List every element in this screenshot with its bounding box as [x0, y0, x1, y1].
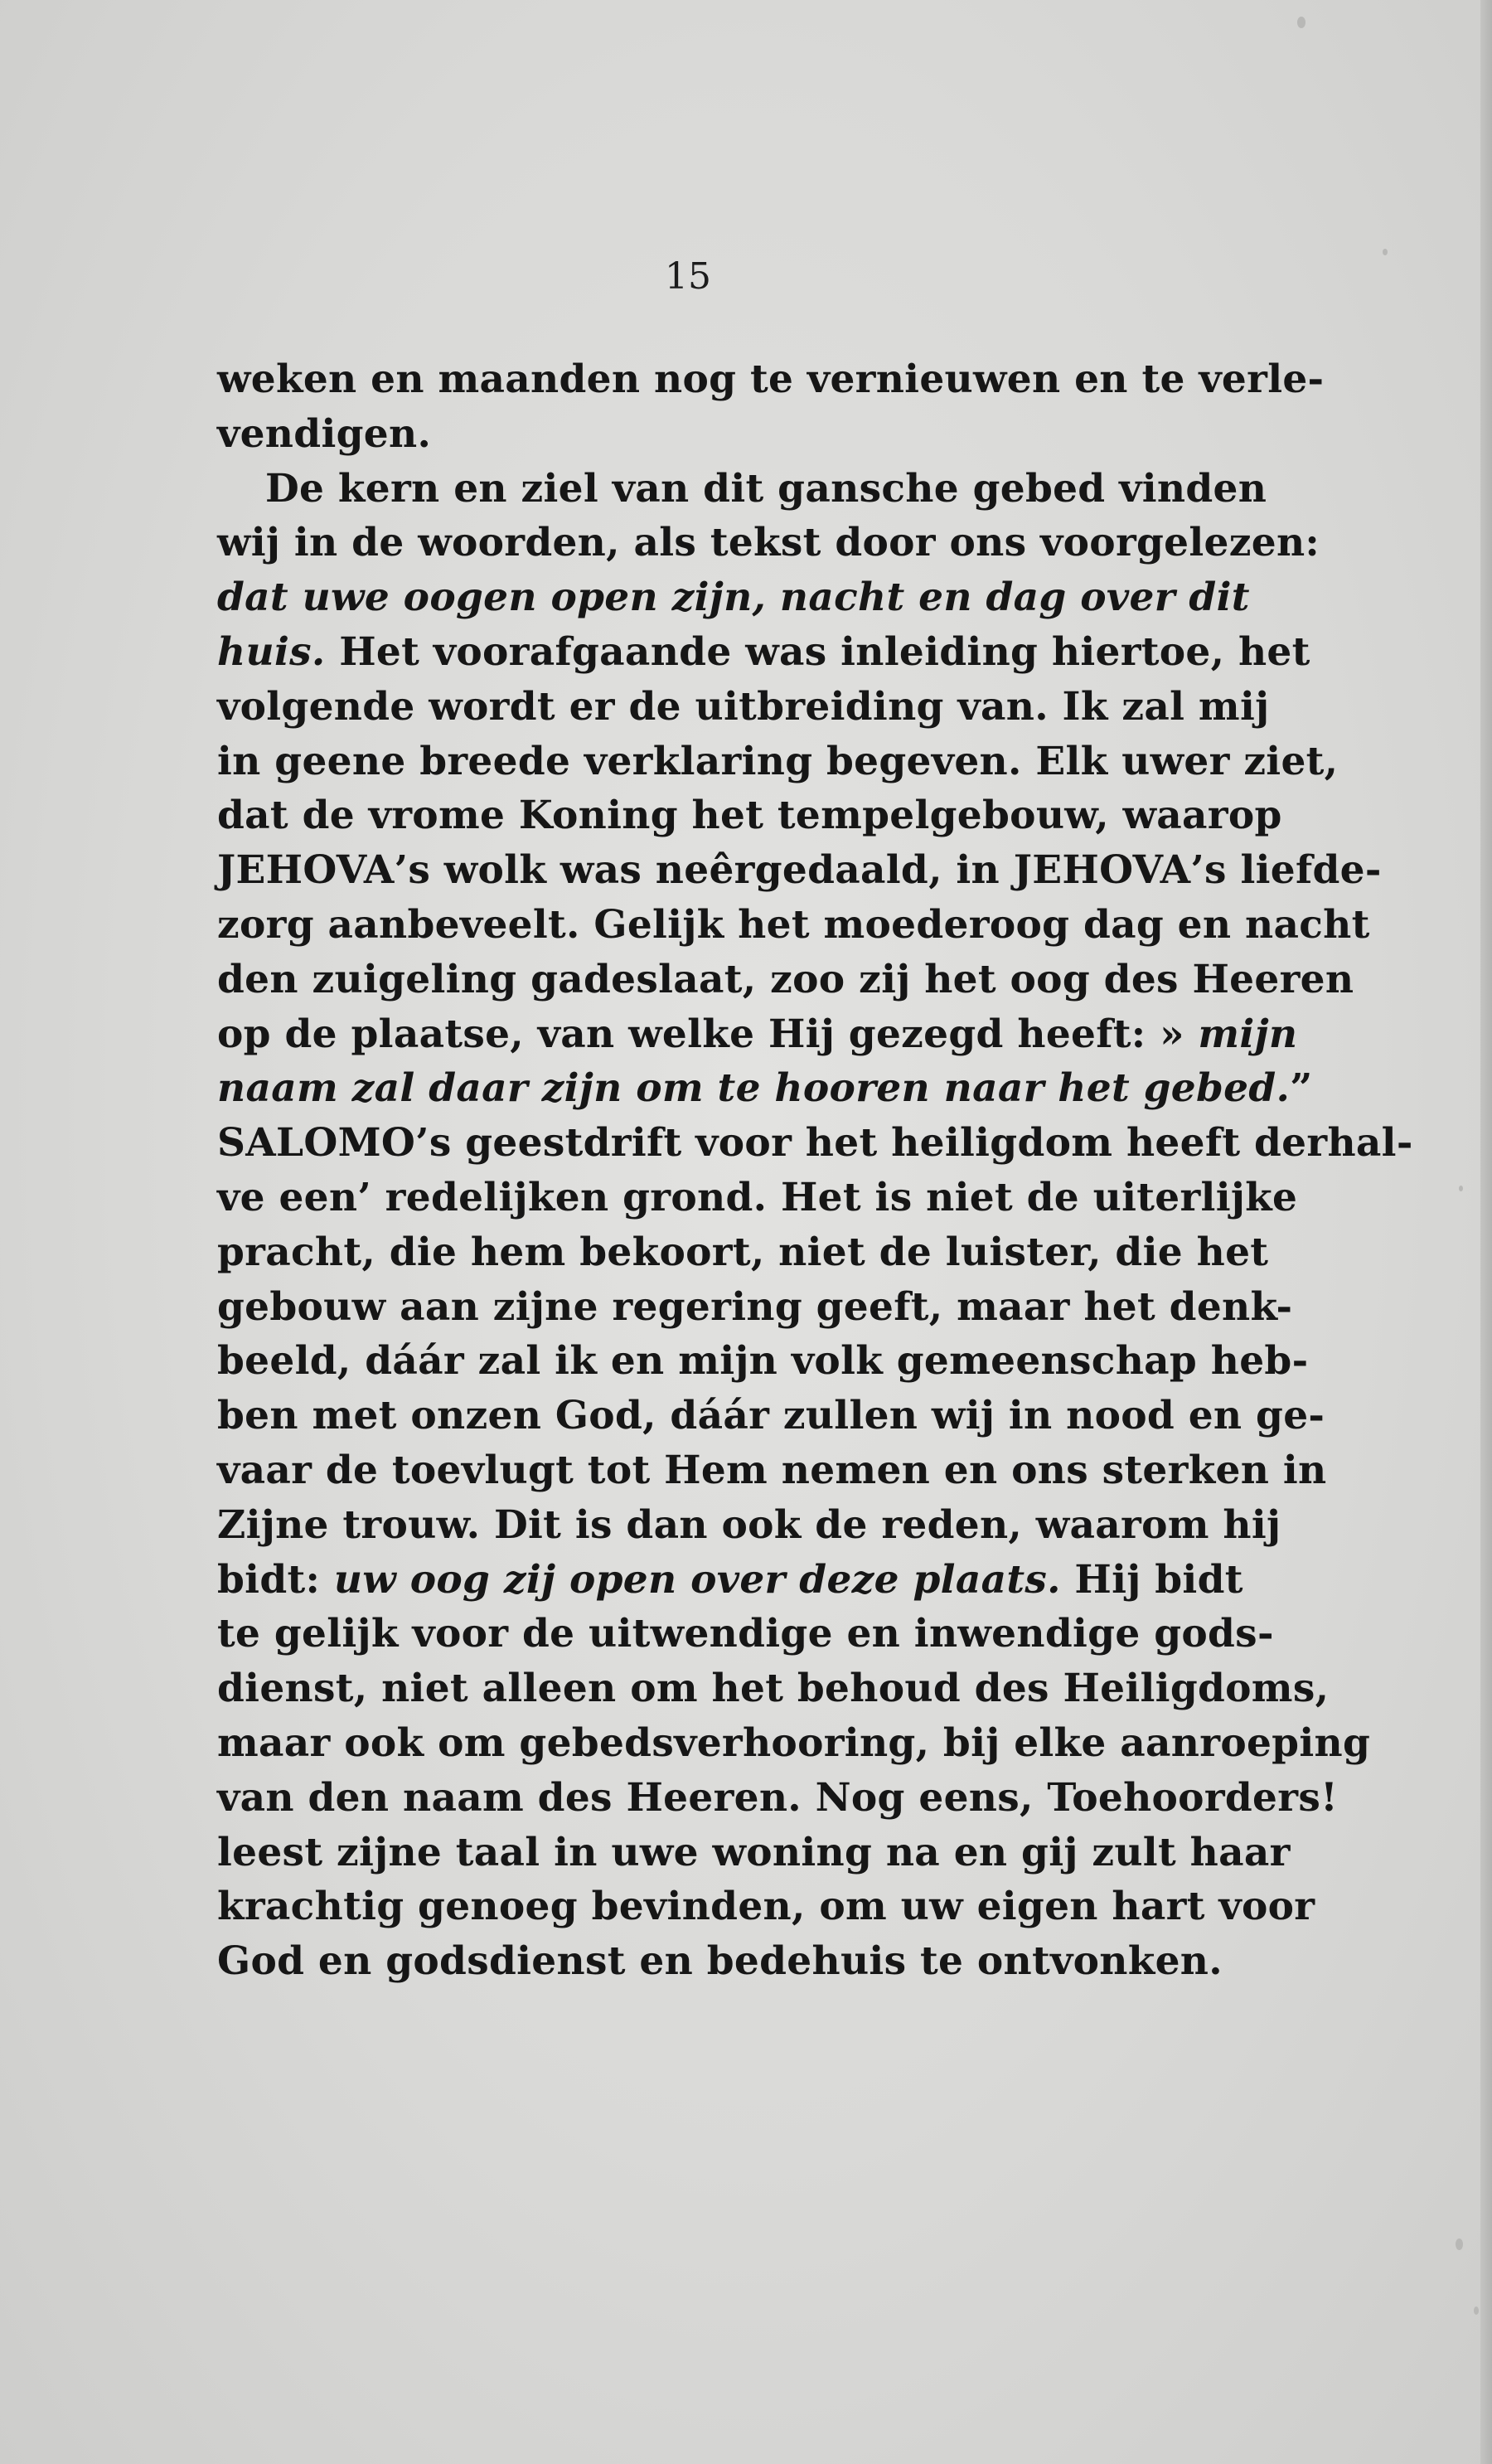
italic-quote: naam zal daar zijn om te hooren naar het gebed. — [217, 1065, 1291, 1112]
text-run: Hij bidt — [1060, 1556, 1243, 1603]
text-line — [217, 898, 1370, 953]
text-line — [217, 1498, 1281, 1553]
text-run: De kern en ziel van dit gansche gebed vinden — [265, 465, 1267, 512]
text-line — [217, 1171, 1298, 1225]
text-line — [217, 1553, 1243, 1608]
text-run: maar ook om gebedsverhooring, bij elke aanroeping — [217, 1719, 1371, 1766]
paper-speck — [1383, 249, 1388, 255]
page-edge-shadow — [1480, 0, 1492, 2464]
text-line — [217, 1116, 1413, 1171]
text-run: beeld, dáár zal ik en mijn volk gemeenschap heb- — [217, 1338, 1309, 1385]
text-line — [217, 735, 1339, 789]
text-run: volgende wordt er de uitbreiding van. Ik zal mij — [217, 683, 1270, 730]
text-line — [217, 1443, 1327, 1498]
text-run: ’s wolk was neêrgedaald, in — [394, 847, 1014, 894]
text-run: zorg aanbeveelt. Gelijk het moederoog dag en nacht — [217, 901, 1370, 948]
text-run: vendigen. — [217, 410, 432, 457]
text-run: Zijne trouw. Dit is dan ook de reden, waarom hij — [217, 1501, 1281, 1548]
text-line — [217, 352, 1325, 407]
text-run: dat de vrome Koning het tempelgebouw, waarop — [217, 793, 1282, 839]
text-line — [217, 1716, 1371, 1771]
text-run: den zuigeling gadeslaat, zoo zij het oog des Heeren — [217, 956, 1354, 1002]
text-run: pracht, die hem bekoort, niet de luister, die het — [217, 1229, 1269, 1275]
text-run: op de plaatse, van welke Hij gezegd heeft: » — [217, 1011, 1199, 1057]
text-line — [217, 843, 1382, 898]
text-run: dienst, niet alleen om het behoud des Heiligdoms, — [217, 1666, 1330, 1712]
paper-speck — [1297, 17, 1306, 28]
paper-speck — [1459, 1186, 1463, 1191]
paper-speck — [1474, 2306, 1479, 2315]
text-run: gebouw aan zijne regering geeft, maar het denk- — [217, 1283, 1293, 1330]
text-run: Het voorafgaande was inleiding hiertoe, het — [325, 628, 1310, 675]
text-line — [217, 1826, 1291, 1880]
text-run: ben met onzen God, dáár zullen wij in nood en ge- — [217, 1393, 1325, 1439]
text-run: ve een’ redelijken grond. Het is niet de uiterlijke — [217, 1174, 1298, 1220]
text-line — [217, 1661, 1330, 1716]
small-caps-name: JEHOVA — [217, 847, 395, 894]
text-line — [217, 1280, 1293, 1335]
text-line — [217, 1771, 1339, 1826]
text-line — [217, 407, 1170, 462]
text-line — [217, 1007, 1298, 1062]
italic-quote: mijn — [1198, 1011, 1298, 1057]
text-run: God en godsdienst en bedehuis te ontvonken. — [217, 1938, 1223, 1985]
italic-quote: uw oog zij open over deze plaats. — [333, 1556, 1061, 1603]
italic-quote: dat uwe oogen open zijn, nacht en dag over dit — [217, 575, 1250, 621]
text-line — [217, 788, 1282, 843]
text-line — [217, 1225, 1269, 1280]
text-run: ’s geestdrift voor het heiligdom heeft derhal- — [415, 1120, 1413, 1167]
body-text — [217, 352, 1413, 1989]
text-line — [217, 1880, 1315, 1934]
text-line — [217, 516, 1320, 570]
page-number: 15 — [665, 255, 711, 298]
text-run: vaar de toevlugt tot Hem nemen en ons sterken in — [217, 1447, 1327, 1493]
text-line — [217, 1934, 1223, 1989]
text-line — [217, 1061, 1313, 1116]
small-caps-name: SALOMO — [217, 1120, 416, 1167]
text-run: wij in de woorden, als tekst door ons voorgelezen: — [217, 520, 1320, 566]
text-run: ’s liefde- — [1190, 847, 1382, 894]
text-line — [217, 680, 1270, 735]
text-run: weken en maanden nog te vernieuwen en te verle- — [217, 357, 1325, 402]
text-line — [217, 1389, 1325, 1443]
text-line — [217, 953, 1354, 1007]
text-run: te gelijk voor de uitwendige en inwendige gods- — [217, 1611, 1274, 1657]
text-line — [217, 625, 1310, 680]
paper-speck — [1456, 2238, 1463, 2250]
text-run: ” — [1290, 1065, 1313, 1112]
italic-quote: huis. — [217, 628, 326, 675]
text-run: van den naam des Heeren. Nog eens, Toehoorders! — [217, 1774, 1339, 1821]
text-run: in geene breede verklaring begeven. Elk uwer ziet, — [217, 738, 1339, 784]
text-line — [217, 1607, 1274, 1661]
text-line — [217, 1334, 1309, 1389]
small-caps-name: JEHOVA — [1013, 847, 1191, 894]
text-line — [217, 570, 1250, 625]
text-run: bidt: — [217, 1556, 334, 1603]
text-run: leest zijne taal in uwe woning na en gij zult haar — [217, 1829, 1291, 1875]
text-run: krachtig genoeg bevinden, om uw eigen hart voor — [217, 1884, 1315, 1930]
text-line — [217, 462, 1267, 517]
